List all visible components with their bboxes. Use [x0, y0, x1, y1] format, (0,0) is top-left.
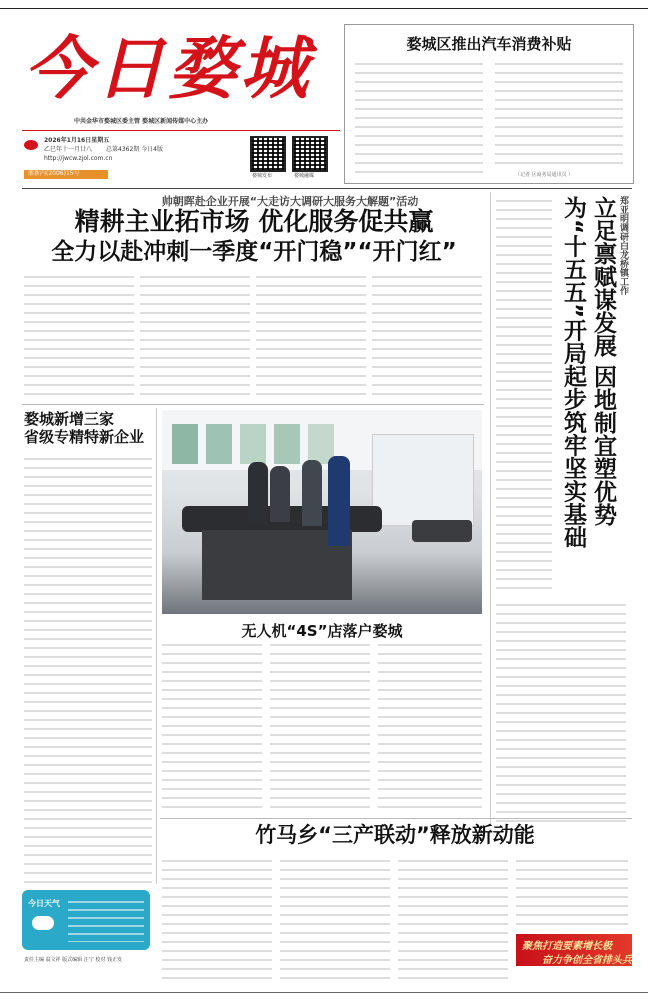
bottom-story-headline: 竹马乡“三产联动”释放新动能 [255, 823, 535, 847]
banner-line-2: 奋力争创全省排头兵 [542, 955, 632, 966]
photo-story-body-col2 [270, 640, 370, 810]
banner-line-1: 聚焦打造要素增长极 [522, 941, 612, 952]
top-story-body-col1 [355, 59, 483, 177]
masthead-title: 今日婺城 [24, 30, 313, 109]
cloud-icon [32, 916, 54, 930]
lunar-date: 乙巳年十一月廿八 [44, 146, 93, 153]
left-story-headline-2: 省级专精特新企业 [24, 428, 145, 446]
emblem-icon [24, 140, 38, 150]
slogan-banner [516, 934, 632, 966]
issue-date: 2026年1月16日星期五 [44, 137, 110, 144]
issue-number: 总第4362期 今日4版 [106, 146, 163, 153]
weather-label: 今日天气 [28, 899, 60, 908]
left-story-body [24, 454, 152, 884]
top-story-box [344, 24, 634, 184]
lead-story-kicker: 帅朝晖赴企业开展“大走访大调研大服务大解题”活动 [161, 195, 419, 208]
lead-story-headline-2: 全力以赴冲刺一季度“开门稳”“开门红” [51, 239, 457, 265]
right-story-kicker: 郑亚明调研白龙桥镇工作 [618, 196, 628, 295]
lead-story-headline-1: 精耕主业拓市场 优化服务促共赢 [74, 207, 434, 236]
bottom-body-col3 [398, 856, 508, 986]
qr-code-icon [250, 136, 286, 172]
lead-body-col3 [256, 272, 366, 400]
bottom-body-col2 [280, 856, 390, 986]
left-story-headline-1: 婺城新增三家 [24, 410, 115, 428]
lead-body-col4 [372, 272, 482, 400]
lead-body-col2 [140, 272, 250, 400]
qr1-label: 婺城发布 [252, 173, 273, 179]
photo-story-body-col1 [162, 640, 262, 810]
top-story-body-col2 [495, 59, 623, 169]
right-story-headline-2: 为“十五五”开局起步筑牢坚实基础 [560, 196, 586, 549]
website-url[interactable]: http://jwcw.zjol.com.cn [44, 155, 113, 162]
photo-caption: 无人机“4S”店落户婺城 [241, 622, 403, 640]
serial-number: 浙新内(2006)15号 [24, 170, 108, 179]
news-photo [162, 410, 482, 614]
top-story-title: 婺城区推出汽车消费补贴 [406, 35, 572, 53]
weather-details [68, 898, 144, 942]
bottom-body-col1 [162, 856, 272, 986]
lead-body-col1 [24, 272, 134, 400]
photo-story-body-col3 [378, 640, 482, 810]
right-story-body-col2 [496, 600, 626, 822]
right-story-headline-1: 立足禀赋谋发展 因地制宜塑优势 [590, 196, 616, 527]
qr-code-icon [292, 136, 328, 172]
masthead-sponsor: 中共金华市婺城区委主管 婺城区新闻传媒中心主办 [74, 118, 209, 125]
footer-credits: 责任主编 翁文祥 版式编辑 汪宁 校对 钱正发 [24, 957, 122, 963]
right-story-body-col1 [496, 196, 552, 596]
bottom-body-col4 [516, 856, 628, 930]
weather-box [22, 890, 150, 950]
top-story-footer: （记者 区商务局通讯员 ） [515, 172, 574, 178]
qr2-label: 婺城融媒 [294, 173, 315, 179]
